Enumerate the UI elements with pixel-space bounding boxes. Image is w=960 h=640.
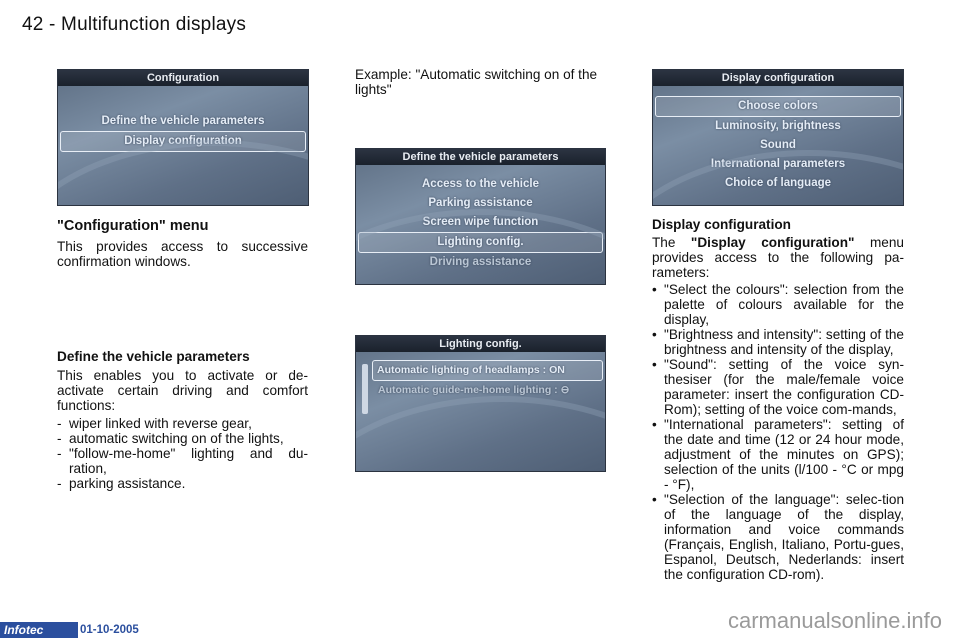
intro-text: The [652,235,676,250]
list-item: - parking assistance. [57,476,308,491]
screen-title: Display configuration [653,70,903,86]
list-item: • "International parameters": setting of the date and time (12 or 24 hour mode, adjustment of the minutes on GPS); selection of the units (l/100 - °C or mpg - °F), [652,417,904,492]
screen-title: Lighting config. [356,336,605,352]
page-header [22,14,246,36]
define-params-text: This enables you to activate or de-activate certain driving and comfort functions: [57,368,308,413]
config-menu-section [57,218,308,269]
display-config-list [652,282,904,582]
page-title: Multifunction displays [61,14,247,35]
screen-decoration [355,396,606,472]
list-item: • "Select the colours": selection from the palette of colours available for the display, [652,282,904,327]
infotec-logo: Infotec [0,622,78,638]
define-params-heading: Define the vehicle parameters [57,349,250,364]
page-number: 42 [22,14,44,35]
configuration-screen [57,69,309,206]
list-item: • "Selection of the language": selec-tion of the language of the display, information and voice commands (Français, English, Italiano, Portu-gues, Espanol, Deutsch, Nederlands: insert the configuration CD-rom). [652,492,904,582]
screen-menu-item: Access to the vehicle [422,178,539,190]
list-item: - automatic switching on of the lights, [57,431,308,446]
list-item: • "Sound": setting of the voice syn-thesiser (for the male/female voice parameter: insert the configuration CD-Rom); setting of the voice com-mands, [652,357,904,417]
intro-bold-text: "Display configuration" [690,235,855,250]
example-text: Example: "Automatic switching on of the lights" [355,67,598,97]
screen-menu-item: Choice of language [724,177,832,189]
screen-menu-item: Automatic guide-me-home lighting : ⊖ [378,384,570,396]
display-config-section [652,217,904,582]
screen-menu-item: Define the vehicle parameters [101,115,265,127]
watermark: carmanualsonline.info [727,608,942,633]
screen-menu-item-selected: Lighting config. [358,232,603,253]
config-menu-text: This provides access to successive confirmation windows. [57,239,308,269]
screen-title: Configuration [58,70,308,86]
screen-menu-item: International parameters [710,158,846,170]
vehicle-parameters-screen [355,148,606,285]
screen-menu-item: Sound [760,139,796,151]
lighting-config-screen [355,335,606,472]
scrollbar-indicator [362,364,368,414]
display-config-intro [652,235,904,280]
screen-title: Define the vehicle parameters [356,149,605,165]
display-config-heading: Display configuration [652,217,791,232]
screen-menu-item-selected: Choose colors [655,96,901,117]
screen-menu-item: Luminosity, brightness [715,120,841,132]
header-separator: - [49,14,56,35]
screen-menu-item: Screen wipe function [422,216,539,228]
screen-menu-item-selected: Automatic lighting of headlamps : ON [372,360,603,381]
define-params-section [57,349,308,491]
display-configuration-screen [652,69,904,206]
screen-menu-item-selected: Display configuration [60,131,306,152]
config-menu-heading: "Configuration" menu [57,218,209,234]
intro-text: menu provides access to the following pa-rameters: [652,235,904,280]
list-item: - wiper linked with reverse gear, [57,416,308,431]
footer-date: 01-10-2005 [80,624,139,636]
list-item: • "Brightness and intensity": setting of the brightness and intensity of the display, [652,327,904,357]
screen-menu-item: Driving assistance [429,256,532,268]
define-params-list [57,416,308,491]
list-item: - "follow-me-home" lighting and du-ration, [57,446,308,476]
screen-menu-item: Parking assistance [428,197,533,209]
example-caption [355,67,605,97]
screen-decoration [355,209,606,285]
